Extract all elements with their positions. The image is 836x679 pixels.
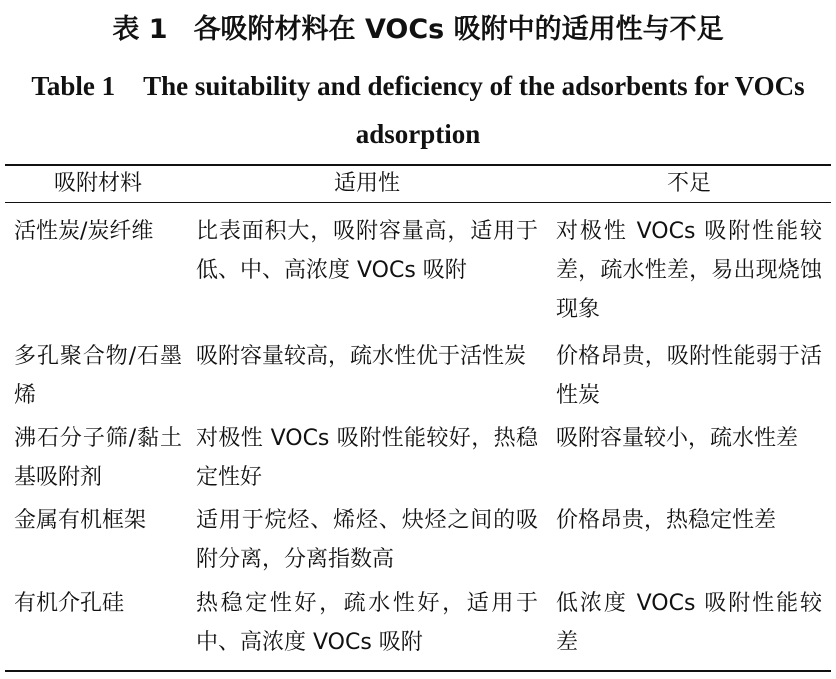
table-header-rule (5, 202, 831, 203)
row-1-material: 活性炭/炭纤维 (14, 219, 154, 244)
row-3-suitability: 对极性 VOCs 吸附性能较好，热稳定性好 (196, 426, 538, 490)
row-4-deficiency: 价格昂贵，热稳定性差 (556, 508, 777, 533)
table-title-en: The suitability and deficiency of the adsorbents for VOCs adsorption (143, 71, 805, 149)
column-header-deficiency: 不足 (666, 171, 711, 196)
table-number-cn: 表 1 (112, 14, 168, 45)
table-caption-chinese (0, 10, 836, 50)
column-header-material: 吸附材料 (53, 171, 142, 196)
row-1-deficiency: 对极性 VOCs 吸附性能较差，疏水性差，易出现烧蚀现象 (556, 219, 822, 322)
column-header-suitability: 适用性 (333, 171, 400, 196)
row-3-material: 沸石分子筛/黏土基吸附剂 (14, 426, 182, 490)
row-2-material: 多孔聚合物/石墨烯 (14, 344, 182, 408)
row-5-material: 有机介孔硅 (14, 591, 125, 616)
row-3-deficiency: 吸附容量较小，疏水性差 (556, 426, 799, 451)
row-5-suitability: 热稳定性好，疏水性好，适用于中、高浓度 VOCs 吸附 (196, 591, 538, 655)
table-caption-english (0, 62, 836, 158)
table-title-cn: 各吸附材料在 VOCs 吸附中的适用性与不足 (193, 14, 724, 45)
table-number-en: Table 1 (31, 71, 116, 101)
row-5-deficiency: 低浓度 VOCs 吸附性能较差 (556, 591, 822, 655)
row-1-suitability: 比表面积大，吸附容量高，适用于低、中、高浓度 VOCs 吸附 (196, 219, 538, 283)
row-4-suitability: 适用于烷烃、烯烃、炔烃之间的吸附分离，分离指数高 (196, 508, 538, 572)
row-2-suitability: 吸附容量较高，疏水性优于活性炭 (196, 344, 527, 369)
row-4-material: 金属有机框架 (14, 508, 147, 533)
row-2-deficiency: 价格昂贵，吸附性能弱于活性炭 (556, 344, 822, 408)
table-bottom-rule (5, 670, 831, 672)
